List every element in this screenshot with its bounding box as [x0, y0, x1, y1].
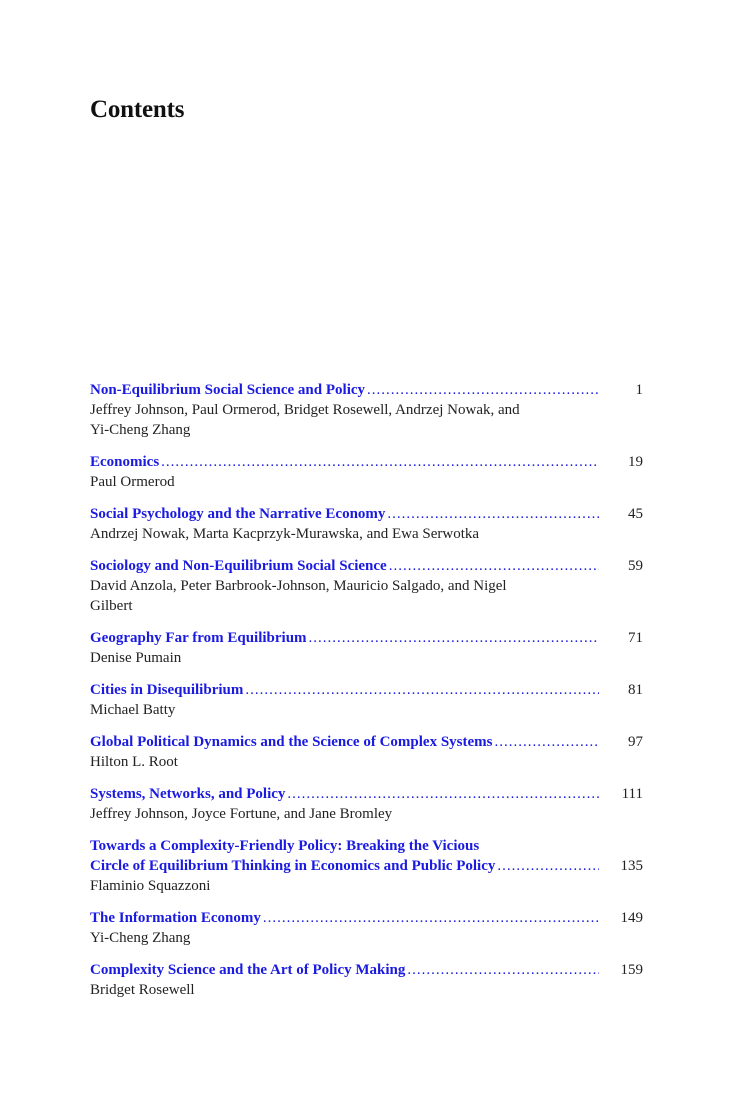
- chapter-title: Complexity Science and the Art of Policy Making: [90, 962, 406, 978]
- toc-entry: [90, 784, 643, 824]
- chapter-title: Global Political Dynamics and the Science of Complex Systems: [90, 734, 493, 750]
- toc-entry-row: [90, 556, 643, 576]
- chapter-authors: Michael Batty: [90, 702, 176, 718]
- chapter-authors: David Anzola, Peter Barbrook-Johnson, Mauricio Salgado, and Nigel Gilbert: [90, 578, 507, 614]
- toc-entry: [90, 680, 643, 720]
- chapter-link[interactable]: [90, 556, 603, 576]
- chapter-title: Cities in Disequilibrium: [90, 682, 244, 698]
- chapter-link[interactable]: [90, 732, 603, 752]
- toc-entry-row: [90, 628, 643, 648]
- chapter-authors: Flaminio Squazzoni: [90, 878, 211, 894]
- page-number: 111: [621, 786, 643, 802]
- toc-entry: [90, 628, 643, 668]
- dot-leader: [245, 680, 599, 700]
- dot-leader: [263, 908, 599, 928]
- chapter-authors: Denise Pumain: [90, 650, 182, 666]
- chapter-authors: Jeffrey Johnson, Paul Ormerod, Bridget Rosewell, Andrzej Nowak, and Yi-Cheng Zhang: [90, 402, 520, 438]
- toc-entry-row: [90, 732, 643, 752]
- chapter-title: Sociology and Non-Equilibrium Social Science: [90, 558, 387, 574]
- dot-leader: [497, 856, 599, 876]
- toc-entry-row: [90, 504, 643, 524]
- dot-leader: [389, 556, 599, 576]
- chapter-link[interactable]: [90, 504, 603, 524]
- toc-entry: [90, 380, 643, 440]
- chapter-title: Social Psychology and the Narrative Economy: [90, 506, 386, 522]
- chapter-link[interactable]: [90, 784, 603, 804]
- chapter-authors: Paul Ormerod: [90, 474, 175, 490]
- dot-leader: [367, 380, 599, 400]
- chapter-authors: Yi-Cheng Zhang: [90, 930, 191, 946]
- toc-entry: [90, 556, 643, 616]
- chapter-title-line-1[interactable]: Towards a Complexity-Friendly Policy: Breaking the Vicious: [90, 838, 480, 854]
- toc-entry-row: [90, 960, 643, 980]
- toc-entry: [90, 908, 643, 948]
- page-number: 19: [628, 454, 643, 470]
- toc-entry-row: [90, 452, 643, 472]
- toc-entry-row: [90, 380, 643, 400]
- toc-entry: [90, 452, 643, 492]
- chapter-title: Systems, Networks, and Policy: [90, 786, 286, 802]
- chapter-link[interactable]: [90, 680, 603, 700]
- page-number: 159: [620, 962, 643, 978]
- toc-entry: [90, 836, 643, 896]
- chapter-link[interactable]: [90, 628, 603, 648]
- dot-leader: [494, 732, 599, 752]
- chapter-link[interactable]: [90, 380, 603, 400]
- chapter-title: Circle of Equilibrium Thinking in Economics and Public Policy: [90, 858, 496, 874]
- dot-leader: [387, 504, 599, 524]
- toc-entry-row: [90, 784, 643, 804]
- chapter-title: Economics: [90, 454, 160, 470]
- page-number: 45: [628, 506, 643, 522]
- chapter-link[interactable]: [90, 452, 603, 472]
- dot-leader: [407, 960, 599, 980]
- page-number: 81: [628, 682, 643, 698]
- dot-leader: [309, 628, 599, 648]
- chapter-authors: Bridget Rosewell: [90, 982, 195, 998]
- page-number: 135: [620, 858, 643, 874]
- chapter-title: The Information Economy: [90, 910, 261, 926]
- page-number: 97: [628, 734, 643, 750]
- toc-entry: [90, 504, 643, 544]
- chapter-link[interactable]: [90, 960, 603, 980]
- chapter-authors: Hilton L. Root: [90, 754, 178, 770]
- chapter-title: Geography Far from Equilibrium: [90, 630, 307, 646]
- dot-leader: [287, 784, 599, 804]
- chapter-authors: Andrzej Nowak, Marta Kacprzyk-Murawska, and Ewa Serwotka: [90, 526, 480, 542]
- table-of-contents: [90, 380, 643, 1012]
- page-number: 1: [635, 382, 643, 398]
- page-number: 149: [620, 910, 643, 926]
- page-title: Contents: [90, 96, 185, 123]
- page-number: 71: [628, 630, 643, 646]
- toc-entry-row: [90, 680, 643, 700]
- toc-entry: [90, 732, 643, 772]
- toc-entry-row: [90, 856, 643, 876]
- page-number: 59: [628, 558, 643, 574]
- toc-entry: [90, 960, 643, 1000]
- chapter-link[interactable]: [90, 908, 603, 928]
- chapter-title: Non-Equilibrium Social Science and Policy: [90, 382, 366, 398]
- toc-entry-row: [90, 908, 643, 928]
- chapter-authors: Jeffrey Johnson, Joyce Fortune, and Jane Bromley: [90, 806, 393, 822]
- dot-leader: [161, 452, 599, 472]
- chapter-link[interactable]: [90, 856, 603, 876]
